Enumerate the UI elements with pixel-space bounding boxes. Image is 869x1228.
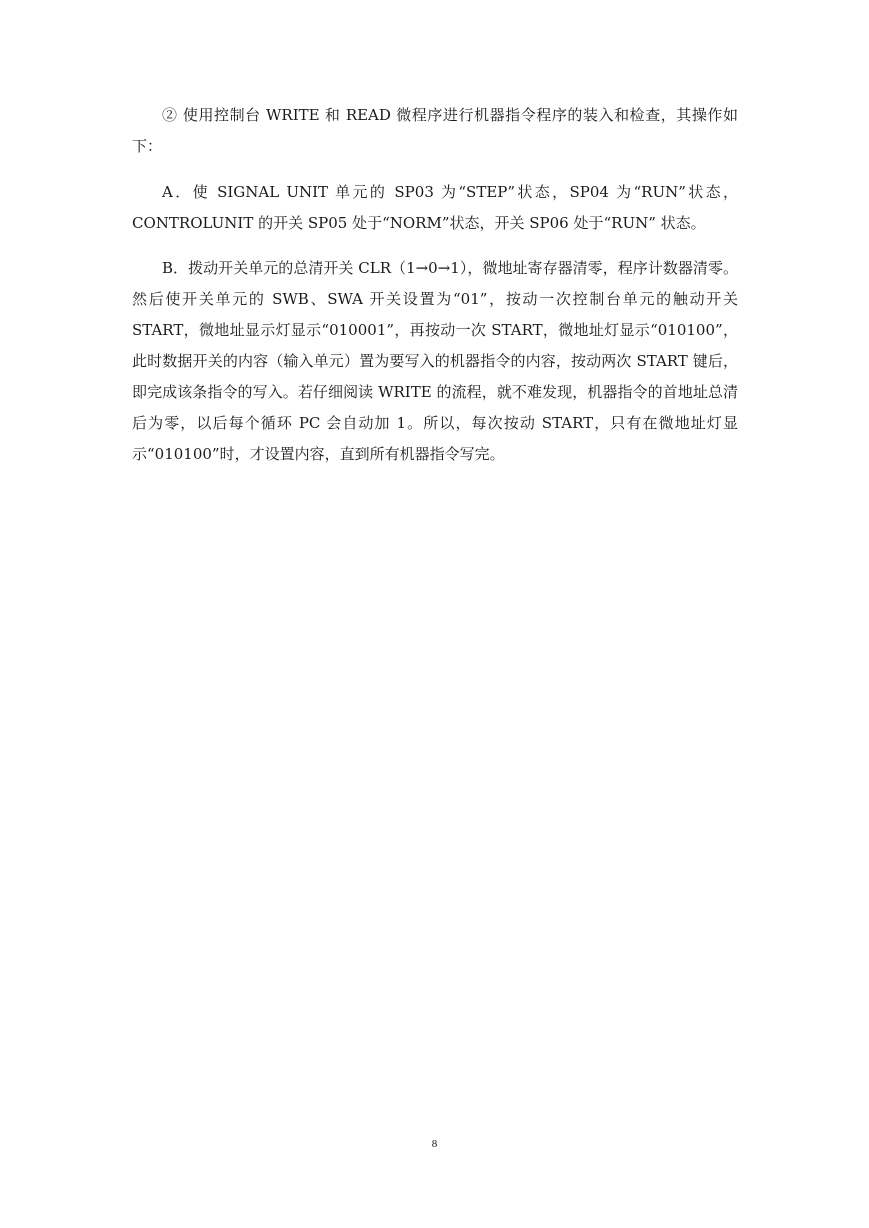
paragraph-write-read-intro: ② 使用控制台 WRITE 和 READ 微程序进行机器指令程序的装入和检查，其操作如下：: [132, 106, 738, 155]
paragraph-step-a: A．使 SIGNAL UNIT 单元的 SP03 为“STEP”状态，SP04 为“RUN”状态，CONTROLUNIT 的开关 SP05 处于“NORM”状态，开关 SP06 处于“RUN” 状态。: [132, 183, 738, 232]
page-number: 8: [431, 1138, 438, 1150]
paragraph-step-b: B．拨动开关单元的总清开关 CLR（1→0→1），微地址寄存器清零，程序计数器清零。然后使开关单元的 SWB、SWA 开关设置为“01”，按动一次控制台单元的触动开关 START，微地址显示灯显示“010001”，再按动一次 START，微地址灯显示“010100”，此时数据开关的内容（输入单元）置为要写入的机器指令的内容，按动两次 START 键后，即完成该条指令的写入。若仔细阅读 WRITE 的流程，就不难发现，机器指令的首地址总清后为零，以后每个循环 PC 会自动加 1。所以，每次按动 START，只有在微地址灯显示“010100”时，才设置内容，直到所有机器指令写完。: [132, 259, 738, 463]
